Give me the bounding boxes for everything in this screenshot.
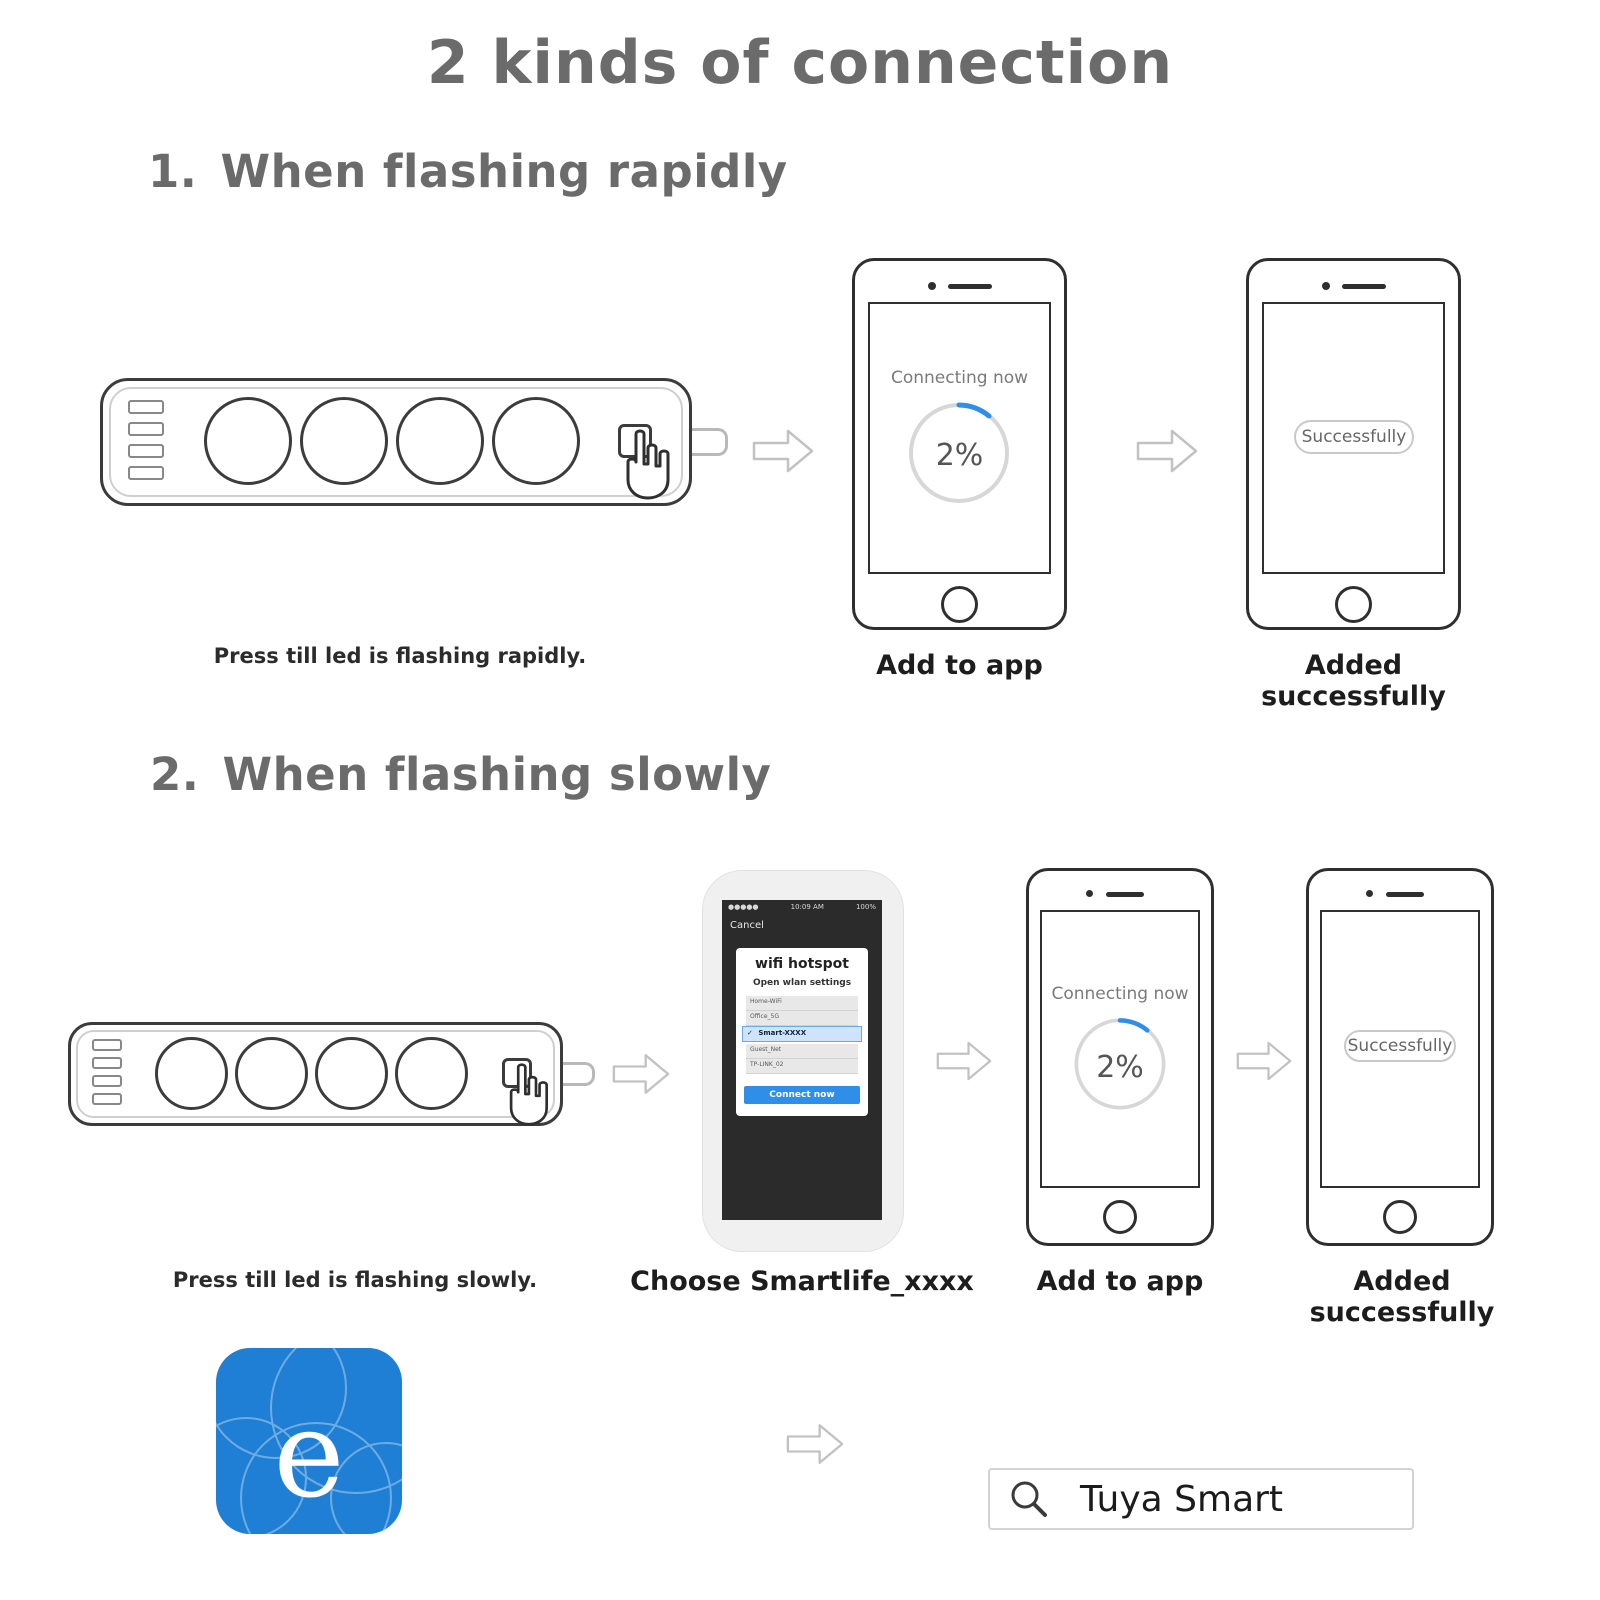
led-indicator-3 [92,1075,122,1087]
wifi-ssid: Smart-XXXX [758,1029,807,1037]
step-caption-1-3: Added successfully [1261,650,1446,712]
phone-speaker-icon [1386,892,1424,897]
progress-percent: 2% [935,438,984,473]
phone-success-2 [1306,868,1494,1246]
connecting-status-label: Connecting now [1051,984,1189,1004]
wifi-ssid: Guest_Net [750,1046,782,1053]
search-input[interactable] [988,1468,1414,1530]
step-caption-1-2: Add to app [876,650,1043,681]
led-indicator-4 [92,1093,122,1105]
page-title: 2 kinds of connection [426,28,1174,98]
arrow-right-icon-5 [1236,1040,1292,1082]
socket-2 [300,397,388,485]
led-indicator-4 [128,466,164,480]
wifi-ssid: TP-LINK_02 [750,1061,784,1068]
section-2-number: 2. [150,748,200,801]
step-caption-2-2: Choose Smartlife_xxxx [630,1266,974,1297]
hand-cursor-icon [502,1062,554,1126]
arrow-right-icon-2 [1136,428,1198,474]
socket-4 [395,1037,468,1110]
phone-connecting-2 [1026,868,1214,1246]
section-2-heading [150,748,771,801]
phone-camera-icon [1086,890,1093,897]
hand-cursor-icon [618,428,676,500]
arrow-right-icon-1 [752,428,814,474]
led-indicator-1 [92,1039,122,1051]
wifi-list-item[interactable] [746,1059,858,1074]
phone-speaker-icon [948,284,992,289]
section-1-text: When flashing rapidly [220,145,788,198]
phone-home-button[interactable] [1383,1200,1417,1234]
socket-3 [396,397,484,485]
phone-success-1 [1246,258,1461,630]
status-bar [722,900,882,914]
power-strip-1 [100,378,720,518]
phone-speaker-icon [1342,284,1386,289]
socket-4 [492,397,580,485]
plug-neck [563,1062,595,1086]
phone-home-button[interactable] [1103,1200,1137,1234]
wifi-list-item[interactable] [746,1011,858,1026]
phone-camera-icon [1366,890,1373,897]
progress-percent: 2% [1096,1050,1144,1085]
step-caption-2-1: Press till led is flashing slowly. [172,1268,538,1292]
app-icon-letter: e [273,1386,345,1525]
phone-camera-icon [1322,282,1330,290]
wifi-card-title: wifi hotspot [755,956,849,972]
wifi-list-item[interactable] [746,1044,858,1059]
section-2-text: When flashing slowly [222,748,772,801]
wifi-ssid: Home-WiFi [750,998,782,1005]
phone-home-button[interactable] [941,586,978,623]
connect-now-button[interactable]: Connect now [744,1086,860,1104]
led-indicator-2 [128,422,164,436]
arrow-right-icon-6 [786,1422,844,1466]
plug-neck [692,428,728,456]
step-caption-1-1: Press till led is flashing rapidly. [213,644,587,668]
section-1-heading [148,145,788,198]
status-bar-left: ●●●●● [728,903,759,911]
phone-camera-icon [928,282,936,290]
socket-1 [204,397,292,485]
cancel-button[interactable]: Cancel [730,920,764,931]
phone-speaker-icon [1106,892,1144,897]
led-indicator-3 [128,444,164,458]
power-strip-2 [68,1022,588,1140]
section-1-number: 1. [148,145,198,198]
wifi-list-item[interactable] [746,996,858,1011]
status-bar-right: 100% [855,903,876,911]
arrow-right-icon-4 [936,1040,992,1082]
wifi-card-subtitle: Open wlan settings [752,978,852,988]
app-icon[interactable] [216,1348,402,1534]
wifi-list-item-selected[interactable] [742,1026,862,1042]
socket-2 [235,1037,308,1110]
success-badge: Successfully [1344,1030,1456,1062]
search-icon [1006,1476,1052,1522]
status-bar-center: 10:09 AM [790,903,824,911]
step-caption-2-3: Add to app [1036,1266,1204,1297]
phone-wifi-picker [702,870,902,1250]
socket-3 [315,1037,388,1110]
arrow-right-icon-3 [612,1052,670,1096]
step-caption-2-4: Added successfully [1309,1266,1495,1328]
socket-1 [155,1037,228,1110]
check-icon: ✓ [747,1029,753,1037]
led-indicator-2 [92,1057,122,1069]
connecting-status-label: Connecting now [890,368,1029,388]
phone-screen [722,900,882,1220]
success-badge: Successfully [1294,420,1414,454]
search-input-value: Tuya Smart [1080,1478,1284,1520]
phone-connecting-1 [852,258,1067,630]
led-indicator-1 [128,400,164,414]
wifi-ssid: Office_5G [750,1013,779,1020]
phone-home-button[interactable] [1335,586,1372,623]
wifi-hotspot-card [736,948,868,1116]
